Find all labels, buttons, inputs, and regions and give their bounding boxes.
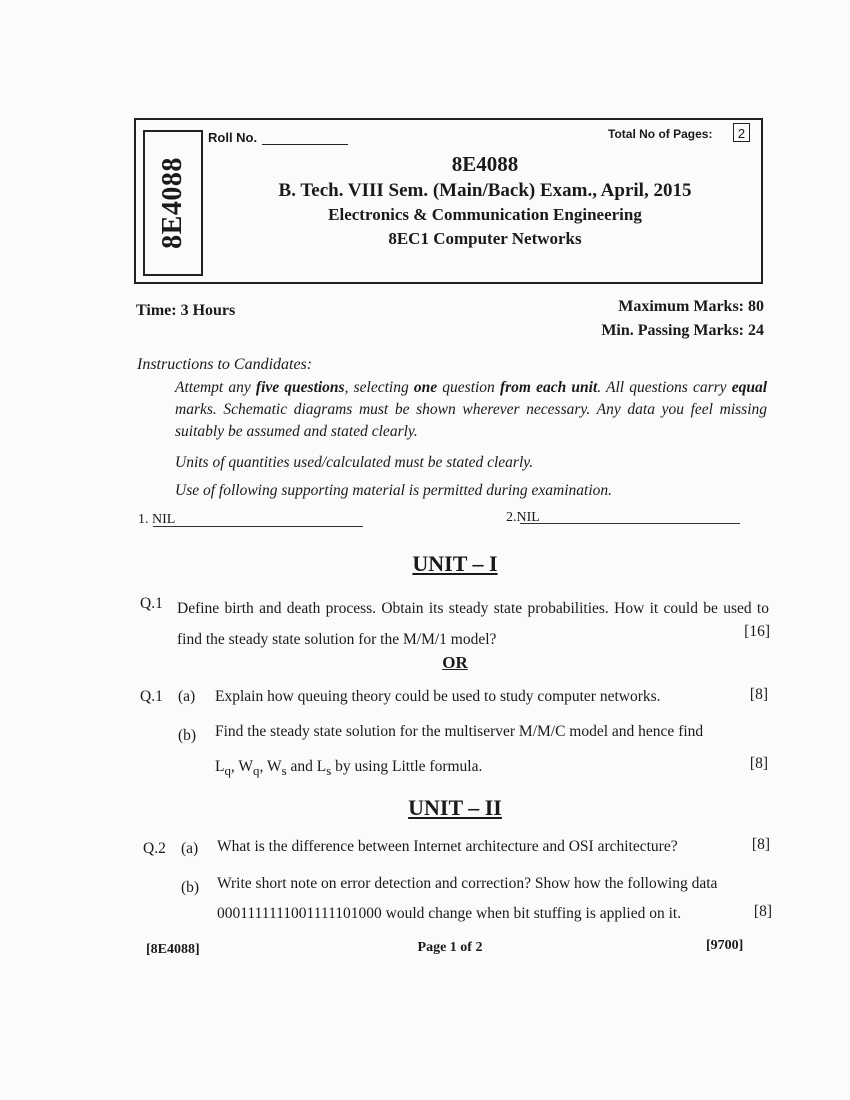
instruction-material: Use of following supporting material is permitted during examination.	[175, 482, 613, 499]
question-part: (b)	[178, 727, 197, 744]
question-marks: [8]	[751, 836, 770, 853]
question-marks: [16]	[744, 623, 770, 640]
question-text: Write short note on error detection and correction? Show how the following data	[217, 875, 718, 892]
total-pages-label: Total No of Pages:	[608, 127, 713, 141]
instruction-attempt	[175, 377, 767, 443]
instr-text: Attempt any	[175, 379, 256, 396]
question-part: (b)	[181, 879, 200, 896]
footer-paper-code: [8E4088]	[146, 942, 200, 957]
page-total: of 2	[456, 940, 483, 955]
question-text: What is the difference between Internet architecture and OSI architecture?	[217, 838, 678, 855]
instruction-units: Units of quantities used/calculated must be stated clearly.	[175, 454, 534, 471]
total-pages-value: 2	[733, 123, 750, 142]
formula-symbol: L	[215, 758, 225, 775]
instr-bold: five questions	[255, 379, 345, 396]
min-passing-marks: Min. Passing Marks: 24	[601, 322, 764, 339]
paper-code: 8E4088	[451, 152, 519, 176]
exam-title: B. Tech. VIII Sem. (Main/Back) Exam., April, 2015	[278, 180, 692, 201]
current-page: 1	[449, 940, 457, 955]
instr-bold: one	[413, 379, 438, 396]
instr-bold: equal	[731, 379, 768, 396]
subject-name: 8EC1 Computer Networks	[388, 229, 582, 248]
vertical-paper-code	[143, 130, 203, 276]
footer-print-count: [9700]	[706, 938, 744, 953]
material-1-line	[153, 526, 363, 527]
instr-text: . All questions carry	[597, 379, 732, 396]
page-label: Page	[417, 940, 450, 955]
question-part: (a)	[178, 688, 196, 705]
instr-text: question	[437, 379, 500, 396]
instr-text: marks. Schematic diagrams must be shown wherever necessary. Any data you feel missing suitably be assumed and stated clearly.	[175, 401, 767, 440]
material-2: 2.NIL	[506, 510, 540, 525]
or-separator: OR	[442, 653, 468, 672]
instr-text: , selecting	[344, 379, 414, 396]
unit-2-heading: UNIT – II	[408, 795, 502, 820]
question-marks: [8]	[749, 755, 768, 772]
time-allowed: Time: 3 Hours	[136, 302, 236, 319]
instr-bold: from each unit	[499, 379, 598, 396]
page-number	[360, 940, 540, 956]
question-marks: [8]	[753, 903, 772, 920]
question-marks: [8]	[749, 686, 768, 703]
question-text: Explain how queuing theory could be used to study computer networks.	[215, 688, 661, 705]
question-text-data: 0001111111001111101000 would change when bit stuffing is applied on it.	[217, 905, 682, 922]
question-text: Find the steady state solution for the multiserver M/M/C model and hence find	[215, 723, 704, 740]
unit-1-heading: UNIT – I	[412, 551, 498, 576]
question-text: Define birth and death process. Obtain its steady state probabilities. How it could be used to find the steady state solution for the M/M/1 model?	[177, 600, 769, 648]
roll-no-field	[262, 144, 348, 145]
material-2-line	[520, 523, 740, 524]
maximum-marks: Maximum Marks: 80	[618, 298, 764, 315]
vertical-paper-code-text: 8E4088	[157, 157, 188, 249]
roll-no-label: Roll No.	[208, 130, 258, 145]
branch-name: Electronics & Communication Engineering	[328, 205, 642, 224]
question-part: (a)	[181, 840, 199, 857]
instructions-heading: Instructions to Candidates:	[137, 356, 313, 373]
question-number: Q.1	[140, 688, 163, 705]
question-number: Q.2	[143, 840, 166, 857]
question-number: Q.1	[140, 595, 163, 612]
question-text-formula: $L_q$, $W_q$, $W_s$ and $L_s$ by using Little formula.	[215, 758, 483, 779]
material-1: 1. NIL	[138, 512, 176, 527]
